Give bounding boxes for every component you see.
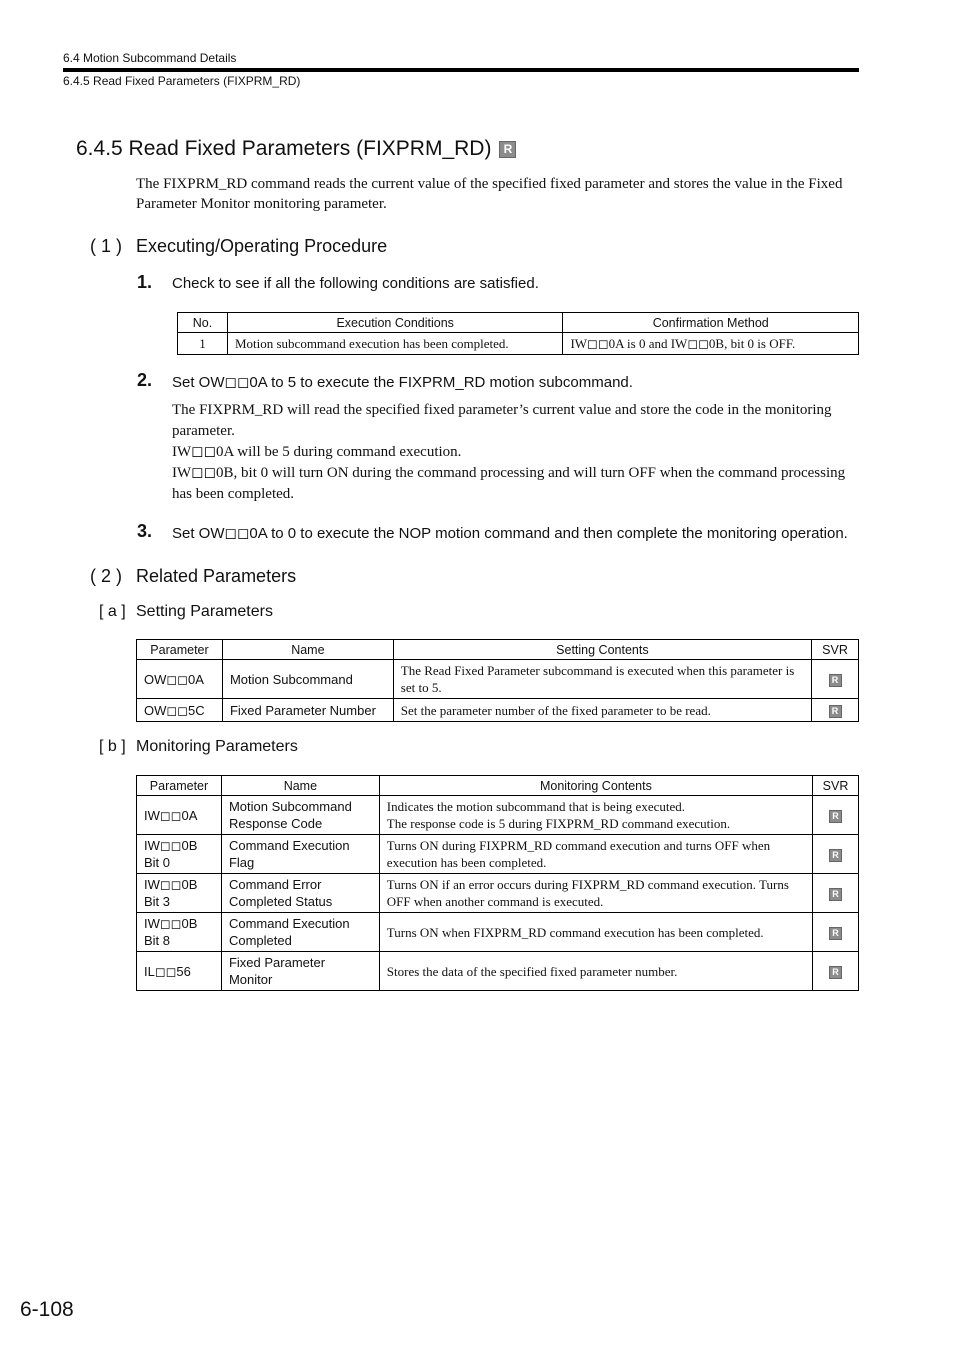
table-cell: IW◻◻0A is 0 and IW◻◻0B, bit 0 is OFF. — [563, 333, 859, 355]
table-row — [137, 835, 859, 874]
name-cell — [221, 796, 379, 835]
step-1-number: 1. — [137, 272, 153, 292]
related-heading: Related Parameters — [136, 566, 297, 586]
procedure-heading-number: ( 1 ) — [90, 236, 123, 256]
svr-cell — [812, 699, 859, 722]
name-cell: Motion Subcommand — [222, 660, 393, 699]
monitoring-params-label: Monitoring Parameters — [136, 738, 298, 755]
svr-cell — [813, 874, 859, 913]
step-3-number: 3. — [137, 521, 153, 541]
table-cell: 1 — [178, 333, 228, 355]
table-header-cell: Parameter — [137, 640, 223, 660]
table-header-cell: Name — [221, 776, 379, 796]
param-cell — [137, 835, 222, 874]
section-title — [76, 137, 516, 161]
step-2-detail-2: IW◻◻0A will be 5 during command execution. — [172, 444, 462, 460]
running-header-section: 6.4 Motion Subcommand Details — [63, 51, 237, 65]
step-2-number: 2. — [137, 370, 153, 390]
param-line: IL◻◻56 — [144, 963, 191, 979]
table-row — [137, 660, 859, 699]
param-line: Bit 0 — [144, 855, 171, 870]
name-cell — [221, 952, 379, 991]
step-3-text: Set OW◻◻0A to 0 to execute the NOP motion command and then complete the monitoring operation. — [172, 525, 848, 542]
svr-r-icon: R — [829, 810, 842, 823]
table-row — [137, 699, 859, 722]
name-line: Flag — [228, 855, 255, 870]
name-line: Command Execution — [228, 838, 350, 853]
contents-cell: The Read Fixed Parameter subcommand is executed when this parameter is set to 5. — [393, 660, 811, 699]
step-2-detail-3: IW◻◻0B, bit 0 will turn ON during the command processing and will turn OFF when the command processing has been completed. — [172, 465, 846, 502]
monitoring-params-label-number: [ b ] — [99, 738, 126, 755]
name-cell — [221, 874, 379, 913]
table-row — [137, 796, 859, 835]
step-2-detail-1: The FIXPRM_RD will read the specified fixed parameter’s current value and store the code in the monitoring parameter. — [172, 402, 832, 439]
contents-line: Turns ON when FIXPRM_RD command execution has been completed. — [386, 924, 764, 940]
setting-params-label-number: [ a ] — [99, 603, 126, 620]
monitoring-params-table — [136, 775, 859, 991]
contents-line: execution has been completed. — [386, 855, 547, 870]
name-line: Response Code — [228, 816, 323, 831]
contents-line: Turns ON during FIXPRM_RD command execution and turns OFF when — [386, 838, 771, 853]
table-header-row — [178, 313, 859, 333]
param-cell: OW◻◻0A — [137, 660, 223, 699]
svr-cell — [813, 835, 859, 874]
svr-r-icon: R — [829, 674, 842, 687]
page-number: 6-108 — [20, 1298, 74, 1321]
svr-r-icon: R — [829, 927, 842, 940]
table-header-cell: SVR — [813, 776, 859, 796]
table-row — [137, 913, 859, 952]
table-cell: Motion subcommand execution has been completed. — [227, 333, 562, 355]
name-line: Completed Status — [228, 894, 333, 909]
param-cell: OW◻◻5C — [137, 699, 223, 722]
svr-r-icon: R — [829, 966, 842, 979]
contents-cell — [379, 835, 812, 874]
contents-cell — [379, 874, 812, 913]
table-header-cell: Monitoring Contents — [379, 776, 812, 796]
table-row — [137, 952, 859, 991]
setting-params-label: Setting Parameters — [136, 603, 273, 620]
name-line: Monitor — [228, 972, 273, 987]
svr-r-icon: R — [829, 888, 842, 901]
running-header-subsection: 6.4.5 Read Fixed Parameters (FIXPRM_RD) — [63, 74, 301, 88]
svr-r-icon: R — [829, 705, 842, 718]
contents-line: Turns ON if an error occurs during FIXPRM_RD command execution. Turns — [386, 877, 789, 892]
contents-cell — [379, 796, 812, 835]
intro-paragraph: The FIXPRM_RD command reads the current value of the specified fixed parameter and stores the value in the Fixed Parameter Monitor monitoring parameter. — [136, 176, 843, 212]
name-line: Command Execution — [228, 916, 350, 931]
svr-cell — [812, 660, 859, 699]
table-header-cell: Confirmation Method — [563, 313, 859, 333]
table-header-row — [137, 776, 859, 796]
svr-r-icon: R — [499, 141, 516, 158]
conditions-table — [177, 312, 859, 355]
param-line: Bit 8 — [144, 933, 171, 948]
contents-line: Indicates the motion subcommand that is being executed. — [386, 799, 685, 814]
table-header-cell: Parameter — [137, 776, 222, 796]
name-line: Fixed Parameter — [228, 955, 326, 970]
param-cell — [137, 913, 222, 952]
svr-cell — [813, 796, 859, 835]
header-rule — [63, 68, 859, 72]
name-line: Command Error — [228, 877, 322, 892]
name-cell: Fixed Parameter Number — [222, 699, 393, 722]
param-line: Bit 3 — [144, 894, 171, 909]
name-line: Completed — [228, 933, 292, 948]
param-line: IW◻◻0B — [144, 916, 198, 931]
section-title-text: 6.4.5 Read Fixed Parameters (FIXPRM_RD) — [76, 137, 492, 160]
param-cell — [137, 796, 222, 835]
param-cell — [137, 952, 222, 991]
step-2-text: Set OW◻◻0A to 5 to execute the FIXPRM_RD motion subcommand. — [172, 374, 633, 391]
svr-r-icon: R — [829, 849, 842, 862]
param-cell — [137, 874, 222, 913]
param-line: IW◻◻0A — [144, 807, 198, 823]
param-line: IW◻◻0B — [144, 838, 198, 853]
table-row — [178, 333, 859, 355]
table-header-cell: Setting Contents — [393, 640, 811, 660]
table-header-cell: SVR — [812, 640, 859, 660]
param-line: IW◻◻0B — [144, 877, 198, 892]
name-cell — [221, 913, 379, 952]
contents-cell: Set the parameter number of the fixed parameter to be read. — [393, 699, 811, 722]
procedure-heading: Executing/Operating Procedure — [136, 236, 388, 256]
name-line: Motion Subcommand — [228, 799, 352, 814]
contents-cell — [379, 952, 812, 991]
table-header-cell: Name — [222, 640, 393, 660]
related-heading-number: ( 2 ) — [90, 566, 123, 586]
contents-line: OFF when another command is executed. — [386, 894, 604, 909]
table-header-cell: No. — [178, 313, 228, 333]
table-header-row — [137, 640, 859, 660]
contents-line: Stores the data of the specified fixed parameter number. — [386, 963, 678, 979]
name-cell — [221, 835, 379, 874]
step-1-text: Check to see if all the following conditions are satisfied. — [172, 275, 539, 292]
contents-line: The response code is 5 during FIXPRM_RD command execution. — [386, 816, 731, 831]
table-row — [137, 874, 859, 913]
setting-params-table — [136, 639, 859, 722]
svr-cell — [813, 913, 859, 952]
contents-cell — [379, 913, 812, 952]
table-header-cell: Execution Conditions — [227, 313, 562, 333]
svr-cell — [813, 952, 859, 991]
